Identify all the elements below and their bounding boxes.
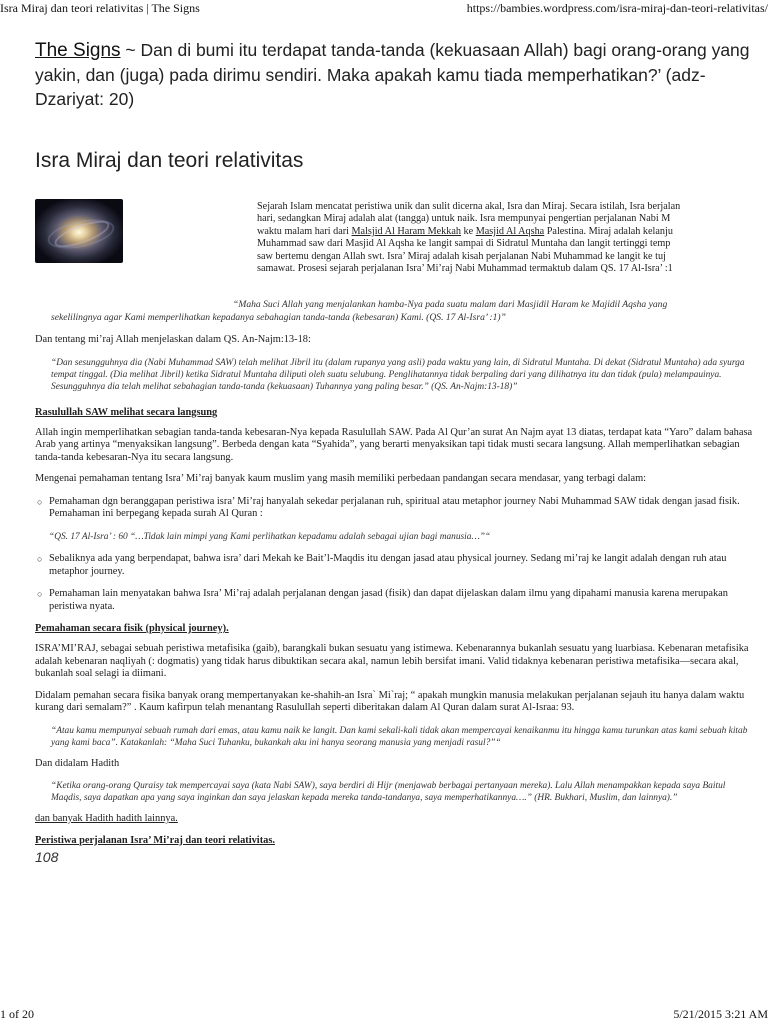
- bullet-icon: ○: [37, 589, 43, 599]
- print-header: [0, 0, 768, 16]
- paragraph-israraj: ISRA’MI’RAJ, sebagai sebuah peristiwa metafisika (gaib), barangkali bukan sesuatu yang istimewa. Kebenarannya bukanlah sesuatu yang luarbiasa. Kebenaran metafisika adalah kebenaran naqliyah (: dogmatis) yang tidak harus dibuktikan secara akal, namun lebih bersifat imani. Valid tidaknya kebenaran peristiwa metafisika—secara akal, bukanlah soal selagi ia diimani.: [35, 643, 749, 679]
- site-header: [35, 38, 760, 111]
- intro-line: Sejarah Islam mencatat peristiwa unik dan sulit dicerna akal, Isra dan Miraj. Secara istilah, Isra berjalan: [257, 201, 681, 212]
- list-item: ○ Pemahaman dgn beranggapan peristiwa isra’ Mi’raj hanyalah sekedar perjalanan ruh, spiritual atau metaphor journey Nabi Muhammad SAW tidak dengan jasad fisik. Pemahaman ini berpegang kepada surah Al Quran : “QS. 17 Al-Isra’ : 60 “…Tidak lain mimpi yang Kami perlihatkan kepadamu adalah sebagai ujian bagi manusia…”“: [35, 496, 760, 544]
- site-name-link[interactable]: The Signs: [35, 40, 121, 61]
- site-tagline: ~ Dan di bumi itu terdapat tanda-tanda (kekuasaan Allah) bagi orang-orang yang yakin, dan (juga) pada dirimu sendiri. Maka apakah kamu tiada memperhatikan?’ (adz-Dzariyat: 20): [35, 40, 750, 109]
- list-item: ○ Pemahaman lain menyatakan bahwa Isra’ Mi’raj adalah perjalanan dengan jasad (fisik) dan dapat dijelaskan dalam ilmu yang dipahami manusia karena merupakan peristiwa nyata.: [37, 588, 728, 612]
- quote-najm: “Dan sesungguhnya dia (Nabi Muhammad SAW) telah melihat Jibril itu (dalam rupanya yang asli) pada waktu yang lain, di Sidratul Muntaha. Di dekat (Sidratul Muntaha) ada syurga tempat tinggal. (Dia melihat Jibril) ketika Sidratul Muntaha diliputi oleh suatu selubung. Penglihatannya tidak berpaling dari yang dilihatnya itu dan tidak (pula) melampauinya. Sesungguhnya dia telah melihat sebahagian tanda-tanda (kekuasaan) Tuhannya yang paling besar.” (QS. An-Najm:13-18)”: [51, 357, 745, 392]
- paragraph-langsung: Allah ingin memperlihatkan sebagian tanda-tanda kebesaran-Nya kepada Rasulullah SAW. Pada Al Qur’an surat An Najm ayat 13 diatas, terdapat kata “Yaro” dalam bahasa Arab yang artinya “menyaksikan langsung”. Berbeda dengan kata “Syahida”, yang berarti menyaksikan tapi tidak musti secara langsung. Allah memperlihatkan sebagian tanda-tanda kebesaran-Nya itu secara langsung.: [35, 426, 753, 463]
- quote-alisraa: “Atau kamu mempunyai sebuah rumah dari emas, atau kamu naik ke langit. Dan kami sekali-kali tidak akan mempercayai kenaikanmu itu hingga kamu turunkan atas kami sebuah kitab yang kami baca”. Katakanlah: “Maha Suci Tuhanku, bukankah aku ini hanya seorang manusia yang menjadi rasul?”“: [51, 725, 748, 748]
- intro-text: [257, 201, 760, 275]
- list-quote: “QS. 17 Al-Isra’ : 60 “…Tidak lain mimpi yang Kami perlihatkan kepadamu adalah sebagai ujian bagi manusia…”“: [49, 531, 491, 542]
- intro-line: saw bertemu dengan Allah swt. Isra’ Miraj adalah kisah perjalanan Nabi Muhammad ke langit ke tuj: [257, 250, 666, 262]
- print-header-url: https://bambies.wordpress.com/isra-miraj-dan-teori-relativitas/: [466, 1, 768, 15]
- bullet-icon: ○: [37, 496, 43, 507]
- intro-line: hari, sedangkan Miraj adalah alat (tangga) untuk naik. Isra mempunyai pengertian perjalanan Nabi M: [257, 213, 671, 225]
- print-timestamp: 5/21/2015 3:21 AM: [673, 1007, 768, 1021]
- pemahaman-list: [35, 496, 760, 614]
- intro-line-links: waktu malam hari dari Malsjid Al Haram Mekkah ke Masjid Al Aqsha Palestina. Miraj adalah kelanju: [257, 225, 673, 237]
- heading-langsung: Rasulullah SAW melihat secara langsung: [35, 406, 218, 418]
- page-content: [35, 38, 760, 998]
- quote-isra: “Maha Suci Allah yang menjalankan hamba-Nya pada suatu malam dari Masjidil Haram ke Majidil Aqsha yang sekelilingnya agar Kami memperlihatkan kepadanya sebahagian tanda-tanda (kebesaran) Kami. (QS. 17 Al-Isra’ :1)”: [51, 299, 668, 323]
- galaxy-image: [35, 199, 123, 263]
- quote-hadith: “Ketika orang-orang Quraisy tak mempercayai saya (kata Nabi SAW), saya berdiri di Hijr (menjawab berbagai pertanyaan mereka). Lalu Allah menampakkan kepada saya Baitul Maqdis, saya dapatkan apa yang saya inginkan dan saya jelaskan kepada mereka tanda-tandanya, saya memperhatikannya….” (HR. Bukhari, Muslim, dan lainnya).”: [51, 781, 726, 803]
- heading-peristiwa: Peristiwa perjalanan Isra’ Mi’raj dan teori relativitas.: [35, 834, 275, 846]
- paragraph-hadith: Dan didalam Hadith: [35, 757, 120, 769]
- print-footer: [0, 1008, 768, 1024]
- paragraph-najm: Dan tentang mi’raj Allah menjelaskan dalam QS. An-Najm:13-18:: [35, 334, 311, 345]
- print-header-title: Isra Miraj dan teori relativitas | The Signs: [0, 1, 200, 15]
- post-intro: [35, 201, 760, 299]
- paragraph-pemahaman: Mengenai pemahaman tentang Isra’ Mi’raj banyak kaum muslim yang masih memiliki perbedaan pandangan secara mendasar, yang terbagi dalam:: [35, 473, 647, 484]
- heading-fisik: Pemahaman secara fisik (physical journey).: [35, 623, 229, 634]
- paragraph-banyak-hadith: dan banyak Hadith hadith lainnya.: [35, 813, 178, 824]
- paragraph-didalam: Didalam pemahan secara fisika banyak orang mempertanyakan ke-shahih-an Isra` Mi`raj; “ apakah mungkin manusia melakukan perjalanan sejauh itu hanya dalam waktu kurang dari semalam?” . Kaum kafirpun telah menantang Rasulullah seperti diberitakan dalam Al Quran dalam surat Al-Israa: 93.: [35, 689, 745, 713]
- intro-line: Muhammad saw dari Masjid Al Aqsha ke langit sampai di Sidratul Muntaha dan langit tertinggi temp: [257, 238, 671, 250]
- page-number-marker: 108: [35, 849, 59, 865]
- masjid-al-aqsha-link[interactable]: Masjid Al Aqsha: [475, 225, 545, 237]
- list-item: ○ Sebaliknya ada yang berpendapat, bahwa isra’ dari Mekah ke Bait’l-Maqdis itu dengan jasad atau physical journey. Sedang mi’raj ke langit adalah dengan ruh atau metaphor journey.: [37, 553, 727, 577]
- post-title: Isra Miraj dan teori relativitas: [35, 149, 304, 172]
- intro-line: samawat. Prosesi sejarah perjalanan Isra’ Mi’raj Nabi Muhammad termaktub dalam QS. 17 Al-Isra’ :1: [257, 263, 673, 275]
- print-page-count: 1 of 20: [0, 1007, 34, 1021]
- masjid-al-haram-link[interactable]: Malsjid Al Haram Mekkah: [351, 225, 461, 237]
- bullet-icon: ○: [37, 554, 43, 564]
